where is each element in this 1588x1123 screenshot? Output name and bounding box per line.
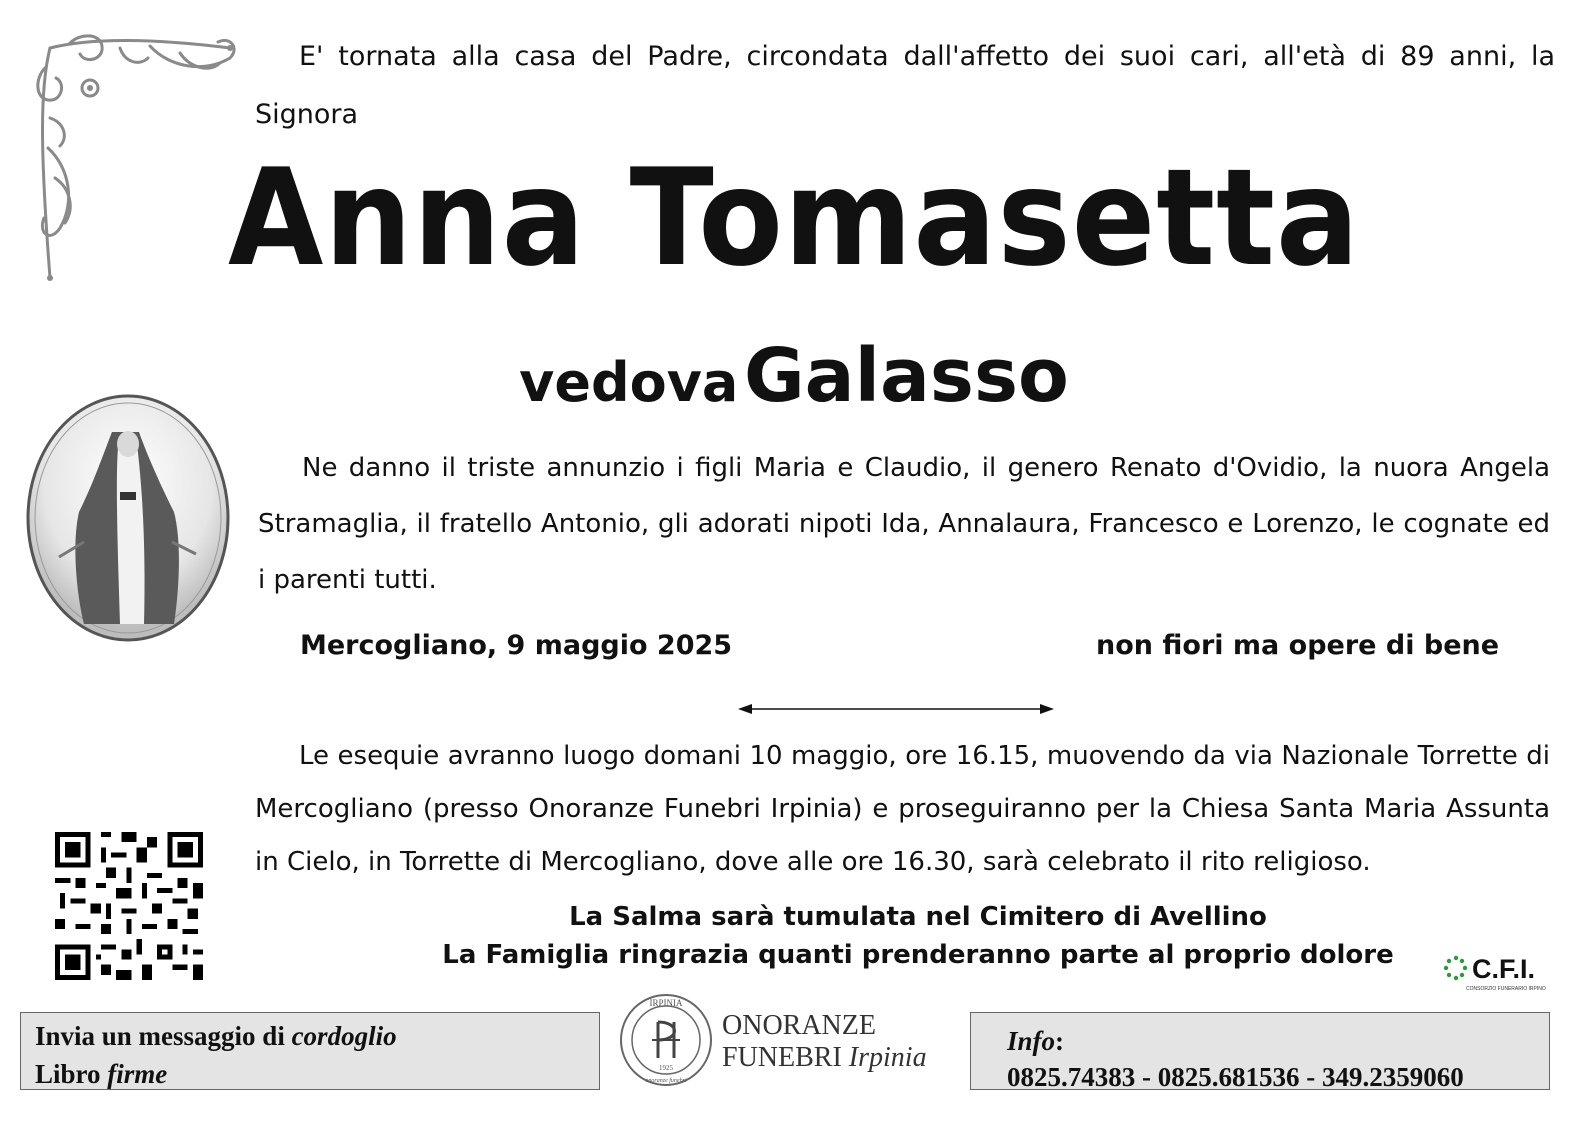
qr-code-icon[interactable] [55,832,203,980]
seal-logo-icon [618,992,714,1088]
cfi-small-text: CONSORZIO FUNERARIO IRPINO [1466,986,1546,992]
cfi-label: C.F.I. [1472,954,1536,984]
cfi-logo-icon [1442,950,1567,996]
brand-name [722,1010,927,1074]
madonna-image [24,392,232,644]
condolence-box[interactable] [20,1012,600,1090]
deceased-name: Anna Tomasetta [227,140,1361,296]
seal-year-text: 1925 [659,1064,673,1072]
widow-surname: Galasso [743,333,1069,419]
info-label: Info: [1007,1026,1065,1056]
info-phones[interactable]: 0825.74383 - 0825.681536 - 349.2359060 [1007,1062,1464,1092]
double-arrow-icon [736,699,1056,719]
brand-line2: FUNEBRI Irpinia [722,1042,927,1073]
place-date: Mercogliano, 9 maggio 2025 [300,630,733,661]
seal-bottom-text: onoranze funebri [645,1078,687,1084]
funeral-text: Le esequie avranno luogo domani 10 maggio, ore 16.15, muovendo da via Nazionale Torrette di Mercogliano (presso Onoranze Funebri Irpinia) e proseguiranno per la Chiesa Santa Maria Assunta in Cielo, in Torrette di Mercogliano, dove alle ore 16.30, sarà celebrato il rito religioso. [255,741,1550,877]
closing-lines [0,898,1588,974]
info-box [970,1012,1550,1090]
intro-text: E' tornata alla casa del Padre, circondata dall'affetto dei suoi cari, all'età di 89 anni, la Signora [255,41,1555,130]
burial-line: La Salma sarà tumulata nel Cimitero di Avellino [569,902,1267,932]
seal-top-text: IRPINIA [649,998,683,1008]
widow-prefix: vedova [519,351,739,414]
thanks-line: La Famiglia ringrazia quanti prenderanno parte al proprio dolore [442,940,1394,970]
flowers-request: non fiori ma opere di bene [1096,630,1500,661]
announcement-text: Ne danno il triste annunzio i figli Maria e Claudio, il genero Renato d'Ovidio, la nuora Angela Stramaglia, il fratello Antonio, gli adorati nipoti Ida, Annalaura, Francesco e Lorenzo, le cognate ed i parenti tutti. [258,453,1550,595]
guestbook-link[interactable]: Libro firme [35,1059,168,1089]
widow-line [0,333,1588,419]
condolence-link[interactable]: Invia un messaggio di cordoglio [35,1021,397,1051]
brand-line1: ONORANZE [722,1010,876,1041]
